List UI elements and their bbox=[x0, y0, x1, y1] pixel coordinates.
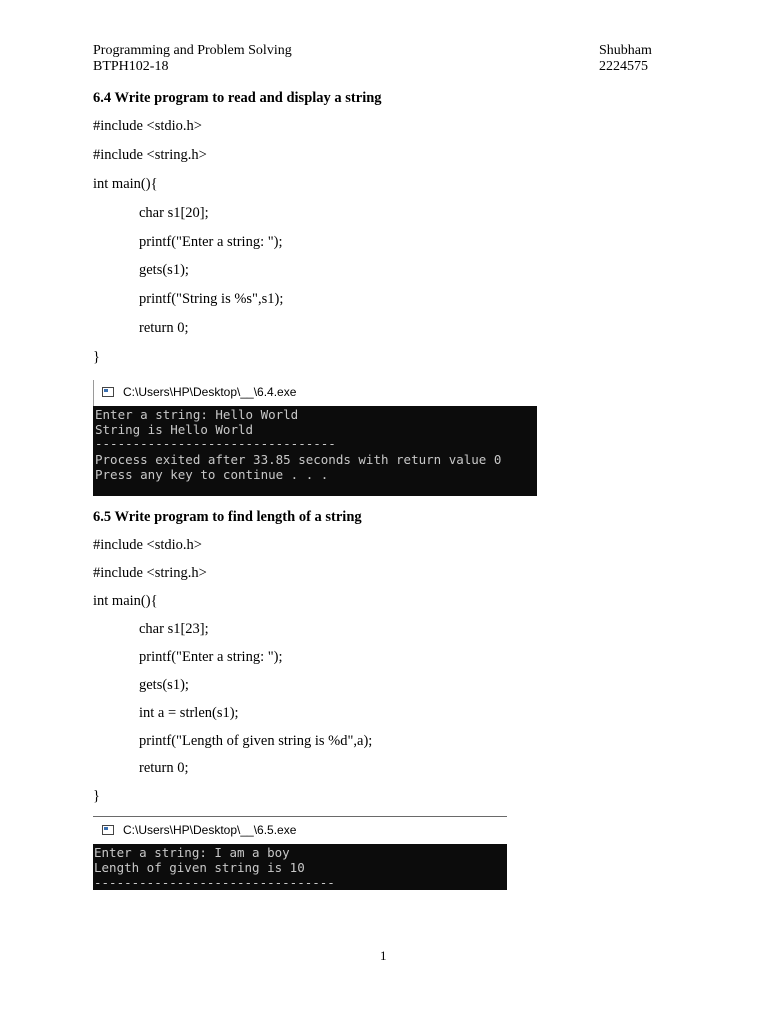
course-title: Programming and Problem Solving bbox=[93, 43, 292, 58]
roll-number: 2224575 bbox=[599, 59, 648, 74]
console-titlebar bbox=[93, 816, 507, 844]
console-line: -------------------------------- bbox=[95, 436, 336, 451]
code-line: char s1[23]; bbox=[139, 621, 209, 637]
console-line: Enter a string: Hello World bbox=[95, 407, 299, 422]
course-code: BTPH102-18 bbox=[93, 59, 169, 74]
code-line: gets(s1); bbox=[139, 677, 189, 693]
code-line: #include <string.h> bbox=[93, 147, 207, 163]
code-line: int a = strlen(s1); bbox=[139, 705, 239, 721]
console-titlebar bbox=[93, 380, 537, 406]
code-line: #include <stdio.h> bbox=[93, 537, 202, 553]
console-line: Length of given string is 10 bbox=[94, 860, 305, 875]
console-line: String is Hello World bbox=[95, 422, 254, 437]
console-line: Press any key to continue . . . bbox=[95, 467, 329, 482]
code-line: printf("Length of given string is %d",a); bbox=[139, 733, 373, 749]
console-title: C:\Users\HP\Desktop\__\6.4.exe bbox=[123, 385, 297, 399]
section-heading: 6.5 Write program to find length of a string bbox=[93, 509, 362, 525]
console-app-icon bbox=[102, 387, 114, 397]
page-number: 1 bbox=[380, 948, 387, 963]
code-line: printf("String is %s",s1); bbox=[139, 291, 284, 307]
code-line: return 0; bbox=[139, 320, 189, 336]
code-line: printf("Enter a string: "); bbox=[139, 649, 283, 665]
console-app-icon bbox=[102, 825, 114, 835]
console-output bbox=[93, 406, 537, 496]
section-heading: 6.4 Write program to read and display a string bbox=[93, 90, 382, 106]
code-line: int main(){ bbox=[93, 176, 158, 192]
code-line: #include <stdio.h> bbox=[93, 118, 202, 134]
code-line: return 0; bbox=[139, 760, 189, 776]
code-line: int main(){ bbox=[93, 593, 158, 609]
code-line: } bbox=[93, 788, 100, 804]
code-line: } bbox=[93, 349, 100, 365]
console-output bbox=[93, 844, 507, 890]
window-border bbox=[93, 380, 94, 406]
code-line: printf("Enter a string: "); bbox=[139, 234, 283, 250]
code-line: #include <string.h> bbox=[93, 565, 207, 581]
console-title: C:\Users\HP\Desktop\__\6.5.exe bbox=[123, 823, 297, 837]
console-line: Process exited after 33.85 seconds with return value 0 bbox=[95, 452, 502, 467]
console-line: Enter a string: I am a boy bbox=[94, 845, 290, 860]
console-line: -------------------------------- bbox=[94, 875, 335, 890]
code-line: gets(s1); bbox=[139, 262, 189, 278]
code-line: char s1[20]; bbox=[139, 205, 209, 221]
student-name: Shubham bbox=[599, 43, 652, 58]
